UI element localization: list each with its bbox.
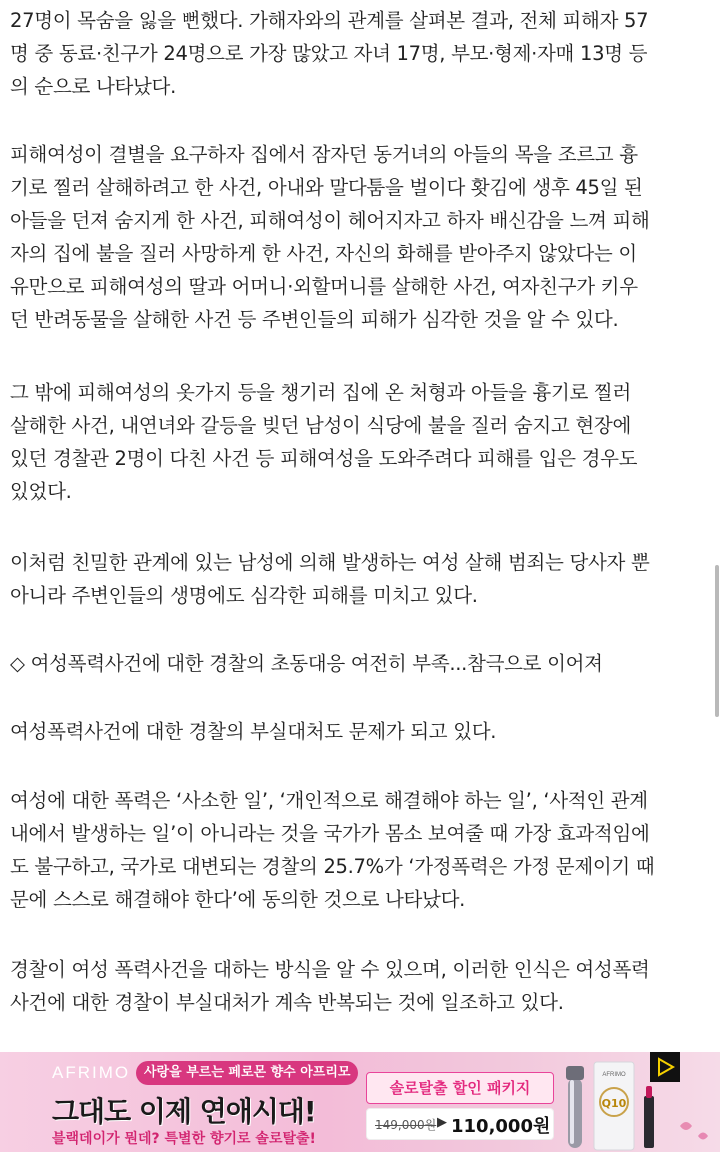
- text-line: ◇ 여성폭력사건에 대한 경찰의 초동대응 여전히 부족...참극으로 이어져: [10, 652, 603, 675]
- text-line: 던 반려동물을 살해한 사건 등 주변인들의 피해가 심각한 것을 알 수 있다.: [10, 308, 619, 331]
- text-line: 기로 찔러 살해하려고 한 사건, 아내와 말다툼을 벌이다 홧김에 생후 45일 된: [10, 176, 643, 199]
- text-line: 문에 스스로 해결해야 한다’에 동의한 것으로 나타났다.: [10, 888, 466, 911]
- text-line: 유만으로 피해여성의 딸과 어머니·외할머니를 살해한 사건, 여자친구가 키우: [10, 275, 638, 298]
- text-line: 자의 집에 불을 질러 사망하게 한 사건, 자신의 화해를 받아주지 않았다는 이: [10, 242, 637, 265]
- ad-banner[interactable]: [0, 1052, 720, 1152]
- text-line: 그 밖에 피해여성의 옷가지 등을 챙기러 집에 온 처형과 아들을 흉기로 찔러: [10, 381, 631, 404]
- text-line: 내에서 발생하는 일’이 아니라는 것을 국가가 몸소 보여줄 때 가장 효과적임에: [10, 822, 650, 845]
- text-line: 이처럼 친밀한 관계에 있는 남성에 의해 발생하는 여성 살해 범죄는 당사자 뿐: [10, 551, 650, 574]
- ad-new-price: 110,000원: [451, 1116, 551, 1137]
- product-label: AFRIMO: [602, 1072, 626, 1078]
- text-line: 여성폭력사건에 대한 경찰의 부실대처도 문제가 되고 있다.: [10, 720, 497, 743]
- article-paragraph: [10, 376, 708, 508]
- product-badge: Q10: [601, 1097, 627, 1110]
- section-subheading: [10, 647, 708, 680]
- text-line: 아니라 주변인들의 생명에도 심각한 피해를 미치고 있다.: [10, 584, 478, 607]
- text-line: 명 중 동료·친구가 24명으로 가장 많았고 자녀 17명, 부모·형제·자매 13명 등: [10, 42, 648, 65]
- article-paragraph: [10, 953, 708, 1019]
- text-line: 아들을 던져 숨지게 한 사건, 피해여성이 헤어지자고 하자 배신감을 느껴 피해: [10, 209, 650, 232]
- article-paragraph: [10, 784, 708, 916]
- text-line: 경찰이 여성 폭력사건을 대하는 방식을 알 수 있으며, 이러한 인식은 여성폭력: [10, 958, 650, 981]
- text-line: 도 불구하고, 국가로 대변되는 경찰의 25.7%가 ‘가정폭력은 가정 문제이기 때: [10, 855, 655, 878]
- article-paragraph: [10, 546, 708, 612]
- ad-brand-logo: AFRIMO: [52, 1063, 131, 1082]
- text-line: 있던 경찰관 2명이 다친 사건 등 피해여성을 도와주려다 피해를 입은 경우도: [10, 447, 638, 470]
- article-paragraph: [10, 138, 708, 336]
- text-line: 있었다.: [10, 480, 72, 503]
- ad-package-label[interactable]: 솔로탈출 할인 패키지: [366, 1072, 554, 1104]
- article-paragraph: [10, 715, 708, 748]
- text-line: 사건에 대한 경찰이 부실대처가 계속 반복되는 것에 일조하고 있다.: [10, 991, 564, 1014]
- text-line: 27명이 목숨을 잃을 뻔했다. 가해자와의 관계를 살펴본 결과, 전체 피해자 57: [10, 9, 649, 32]
- text-line: 의 순으로 나타났다.: [10, 75, 176, 98]
- ad-price-box[interactable]: [366, 1108, 554, 1140]
- text-line: 여성에 대한 폭력은 ‘사소한 일’, ‘개인적으로 해결해야 하는 일’, ‘사적인 관계: [10, 789, 648, 812]
- ad-tagline: 사랑을 부르는 페로몬 향수 아프리모: [136, 1061, 358, 1085]
- play-icon: [650, 1052, 680, 1082]
- ad-headline: 그대도 이제 연애시대!: [52, 1095, 316, 1128]
- text-line: 피해여성이 결별을 요구하자 집에서 잠자던 동거녀의 아들의 목을 조르고 흉: [10, 143, 638, 166]
- article-paragraph: [10, 4, 708, 103]
- scrollbar-thumb[interactable]: [715, 565, 719, 717]
- ad-subline: 블랙데이가 뭔데? 특별한 향기로 솔로탈출!: [52, 1131, 316, 1147]
- text-line: 살해한 사건, 내연녀와 갈등을 빚던 남성이 식당에 불을 질러 숨지고 현장에: [10, 414, 631, 437]
- ad-play-button[interactable]: [650, 1052, 680, 1082]
- product-image: [560, 1056, 720, 1152]
- arrow-right-icon: ▶: [437, 1115, 447, 1130]
- ad-old-price: 149,000원: [375, 1118, 437, 1132]
